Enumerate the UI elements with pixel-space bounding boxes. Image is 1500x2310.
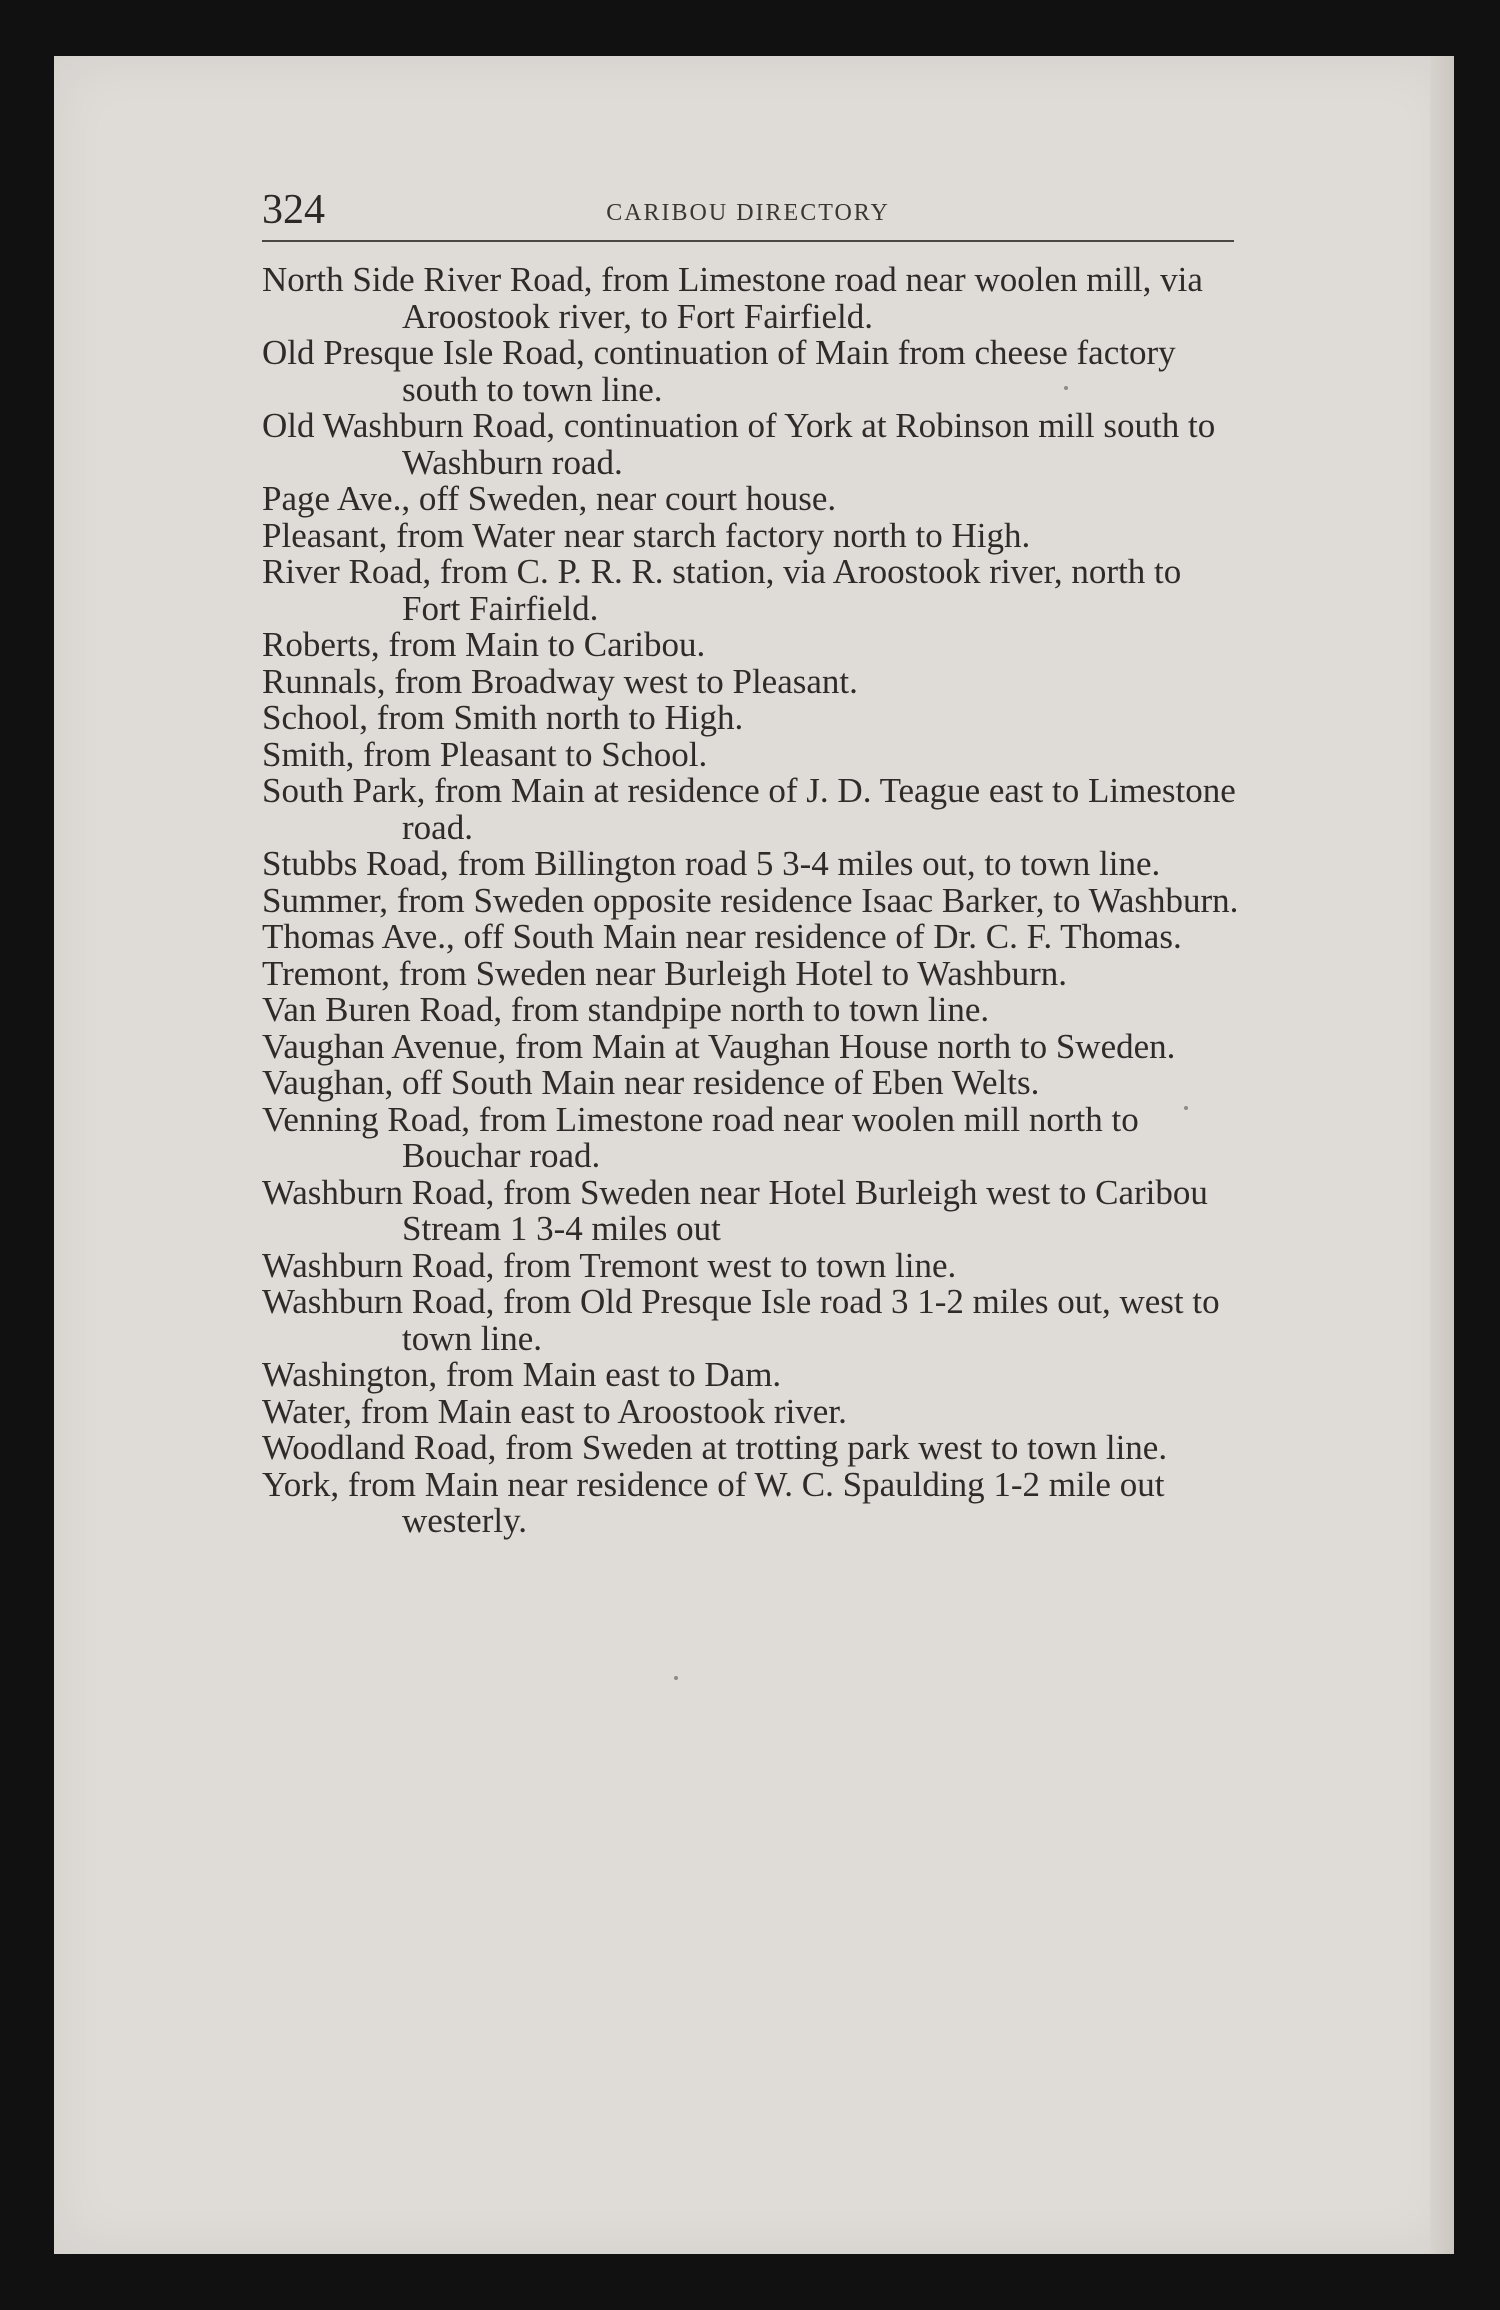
directory-entry: Washburn Road, from Old Presque Isle road 3 1-2 miles out, west to town line. [262,1282,1220,1358]
directory-entry: Page Ave., off Sweden, near court house. [262,479,837,518]
directory-entry: Tremont, from Sweden near Burleigh Hotel to Washburn. [262,953,1067,993]
directory-entry: School, from Smith north to High. [262,698,744,737]
directory-entry: Old Washburn Road, continuation of York at Robinson mill south to Washburn road. [262,406,1216,482]
directory-entry: Vaughan Avenue, from Main at Vaughan House north to Sweden. [262,1026,1176,1066]
directory-entry: Runnals, from Broadway west to Pleasant. [262,661,858,701]
running-title: CARIBOU DIRECTORY [606,200,890,226]
directory-entry: Pleasant, from Water near starch factory north to High. [262,515,1031,555]
directory-entry: Vaughan, off South Main near residence of Eben Welts. [262,1063,1040,1102]
directory-entry: Roberts, from Main to Caribou. [262,625,706,664]
directory-entry: North Side River Road, from Limestone road near woolen mill, via Aroostook river, to Fort Fairfield. [262,260,1203,336]
page-number: 324 [262,187,325,233]
directory-entry: River Road, from C. P. R. R. station, via Aroostook river, north to Fort Fairfield. [262,552,1182,628]
directory-entry: York, from Main near residence of W. C. Spaulding 1-2 mile out westerly. [262,1464,1165,1540]
directory-entry: Smith, from Pleasant to School. [262,734,708,774]
directory-entry: Summer, from Sweden opposite residence Isaac Barker, to Washburn. [262,880,1239,920]
directory-entry: Thomas Ave., off South Main near residence of Dr. C. F. Thomas. [262,917,1182,956]
directory-entry: Washington, from Main east to Dam. [262,1355,782,1394]
directory-entry: Woodland Road, from Sweden at trotting park west to town line. [262,1428,1168,1467]
directory-entry: South Park, from Main at residence of J. D. Teague east to Limestone road. [262,771,1236,847]
directory-entry: Water, from Main east to Aroostook river. [262,1391,847,1431]
paper-speck [674,1676,678,1680]
directory-entry: Van Buren Road, from standpipe north to town line. [262,990,990,1029]
running-head [262,180,1234,242]
street-directory-list [262,262,1242,1540]
directory-entry: Old Presque Isle Road, continuation of Main from cheese factory south to town line. [262,333,1176,409]
directory-entry: Washburn Road, from Tremont west to town line. [262,1245,957,1285]
directory-entry: Stubbs Road, from Billington road 5 3-4 miles out, to town line. [262,844,1161,883]
directory-entry: Washburn Road, from Sweden near Hotel Burleigh west to Caribou Stream 1 3-4 miles out [262,1172,1208,1248]
page-edge [1430,56,1454,2254]
directory-entry: Venning Road, from Limestone road near woolen mill north to Bouchar road. [262,1099,1139,1175]
